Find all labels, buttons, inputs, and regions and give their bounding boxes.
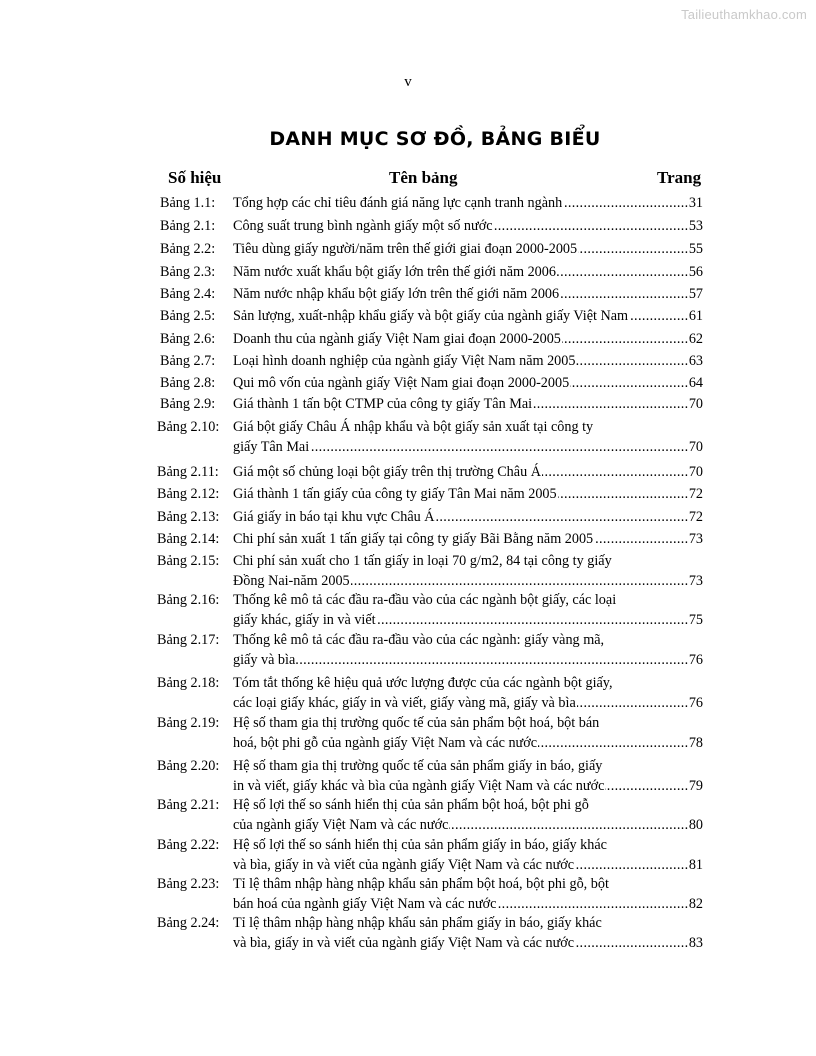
toc-entry-number: Bảng 2.10: bbox=[157, 419, 220, 435]
toc-entry-page: 81 bbox=[688, 857, 703, 873]
toc-entry-page: 61 bbox=[688, 308, 703, 324]
toc-entry-title-line: in và viết, giấy khác và bìa của ngành giấy Việt Nam và các nước bbox=[233, 778, 605, 794]
toc-entry-number: Bảng 2.21: bbox=[157, 797, 220, 813]
toc-entry-title-line: Tổng hợp các chỉ tiêu đánh giá năng lực cạnh tranh ngành bbox=[233, 195, 563, 211]
toc-entry-title bbox=[233, 630, 703, 670]
toc-entry-page: 75 bbox=[688, 612, 703, 628]
toc-entry-title bbox=[233, 306, 703, 326]
toc-entry-title bbox=[233, 529, 703, 549]
toc-entry-title bbox=[233, 874, 703, 914]
toc-entry-title bbox=[233, 673, 703, 713]
toc-entry-page: 70 bbox=[688, 439, 703, 455]
page-title: DANH MỤC SƠ ĐỒ, BẢNG BIỂU bbox=[269, 128, 601, 150]
toc-entry-number: Bảng 2.9: bbox=[160, 396, 216, 412]
toc-entry-title bbox=[233, 239, 703, 259]
toc-entry-title bbox=[233, 835, 703, 875]
toc-entry-title-line: và bìa, giấy in và viết của ngành giấy Việt Nam và các nước bbox=[233, 935, 575, 951]
toc-entry-title bbox=[233, 913, 703, 953]
toc-entry-title-line: Chi phí sản xuất 1 tấn giấy tại công ty giấy Bãi Bằng năm 2005 bbox=[233, 531, 594, 547]
toc-entry-title bbox=[233, 329, 703, 349]
toc-entry-page: 72 bbox=[688, 486, 703, 502]
toc-entry-title bbox=[233, 394, 703, 414]
toc-entry-title-line: Tóm tắt thống kê hiệu quả ước lượng được của các ngành bột giấy, bbox=[233, 675, 613, 691]
toc-entry-title bbox=[233, 193, 703, 213]
toc-entry-page: 70 bbox=[688, 396, 703, 412]
toc-entry-page: 55 bbox=[688, 241, 703, 257]
toc-entry-page: 72 bbox=[688, 509, 703, 525]
toc-entry-number: Bảng 2.18: bbox=[157, 675, 220, 691]
toc-entry-title-line: Chi phí sản xuất cho 1 tấn giấy in loại 70 g/m2, 84 tại công ty giấy bbox=[233, 553, 612, 569]
toc-entry-title-line: Thống kê mô tả các đầu ra-đầu vào của các ngành: giấy vàng mã, bbox=[233, 632, 605, 648]
toc-entry-title bbox=[233, 551, 703, 591]
toc-entry-title-line: Giá một số chủng loại bột giấy trên thị trường Châu Á bbox=[233, 464, 541, 480]
toc-entry-number: Bảng 2.16: bbox=[157, 592, 220, 608]
toc-entry-number: Bảng 2.17: bbox=[157, 632, 220, 648]
toc-entry-page: 78 bbox=[688, 735, 703, 751]
toc-entry-page: 57 bbox=[688, 286, 703, 302]
toc-entry-title-line: Doanh thu của ngành giấy Việt Nam giai đoạn 2000-2005 bbox=[233, 331, 561, 347]
toc-entry-title bbox=[233, 590, 703, 630]
column-header-page: Trang bbox=[657, 168, 702, 187]
toc-entry-page: 79 bbox=[688, 778, 703, 794]
toc-entry-title bbox=[233, 484, 703, 504]
toc-entry-title bbox=[233, 756, 703, 796]
toc-entry-page: 82 bbox=[688, 896, 703, 912]
toc-entry-title bbox=[233, 507, 703, 527]
toc-entry-title-line: Loại hình doanh nghiệp của ngành giấy Việt Nam năm 2005 bbox=[233, 353, 576, 369]
toc-entry-number: Bảng 2.8: bbox=[160, 375, 216, 391]
toc-entry-page: 83 bbox=[688, 935, 703, 951]
toc-entry-title bbox=[233, 351, 703, 371]
toc-entry-title-line: Thống kê mô tả các đầu ra-đầu vào của các ngành bột giấy, các loại bbox=[233, 592, 617, 608]
toc-entry-number: Bảng 2.22: bbox=[157, 837, 220, 853]
toc-entry-title-line: Tỉ lệ thâm nhập hàng nhập khẩu sản phẩm bột hoá, bột phi gỗ, bột bbox=[233, 876, 609, 892]
page-number: v bbox=[404, 74, 412, 90]
toc-entry-page: 76 bbox=[688, 652, 703, 668]
toc-entry-title bbox=[233, 713, 703, 753]
toc-entry-page: 73 bbox=[688, 573, 703, 589]
toc-entry-title-line: giấy khác, giấy in và viết bbox=[233, 612, 376, 628]
column-header-number: Số hiệu bbox=[168, 168, 222, 187]
toc-entry-title bbox=[233, 284, 703, 304]
toc-entry-title-line: của ngành giấy Việt Nam và các nước bbox=[233, 817, 449, 833]
toc-entry-page: 80 bbox=[688, 817, 703, 833]
toc-entry-page: 53 bbox=[688, 218, 703, 234]
toc-entry-number: Bảng 2.14: bbox=[157, 531, 220, 547]
toc-entry-title-line: Hệ số lợi thế so sánh hiển thị của sản phẩm bột hoá, bột phi gỗ bbox=[233, 797, 589, 813]
toc-entry-page: 64 bbox=[688, 375, 703, 391]
toc-entry-title-line: bán hoá của ngành giấy Việt Nam và các nước bbox=[233, 896, 497, 912]
toc-entry-title-line: Giá bột giấy Châu Á nhập khẩu và bột giấy sản xuất tại công ty bbox=[233, 419, 594, 435]
toc-entry-title bbox=[233, 795, 703, 835]
toc-entry-title-line: Đồng Nai-năm 2005 bbox=[233, 573, 350, 589]
toc-entry-page: 31 bbox=[688, 195, 703, 211]
toc-entry-page: 73 bbox=[688, 531, 703, 547]
toc-entry-title bbox=[233, 462, 703, 482]
toc-entry-number: Bảng 2.19: bbox=[157, 715, 220, 731]
toc-entry-title bbox=[233, 216, 703, 236]
toc-entry-title-line: Qui mô vốn của ngành giấy Việt Nam giai đoạn 2000-2005 bbox=[233, 375, 570, 391]
toc-entry-title bbox=[233, 262, 703, 282]
column-header-name: Tên bảng bbox=[389, 168, 458, 187]
toc-entry-page: 56 bbox=[688, 264, 703, 280]
toc-entry-number: Bảng 2.20: bbox=[157, 758, 220, 774]
toc-entry-title-line: Năm nước nhập khẩu bột giấy lớn trên thế giới năm 2006 bbox=[233, 286, 560, 302]
toc-entry-number: Bảng 2.15: bbox=[157, 553, 220, 569]
toc-entry-title-line: hoá, bột phi gỗ của ngành giấy Việt Nam và các nước bbox=[233, 735, 538, 751]
toc-entry-page: 70 bbox=[688, 464, 703, 480]
toc-entry-title-line: giấy Tân Mai bbox=[233, 439, 310, 455]
toc-entry-title-line: các loại giấy khác, giấy in và viết, giấy vàng mã, giấy và bìa bbox=[233, 695, 576, 711]
toc-entry-title-line: Tỉ lệ thâm nhập hàng nhập khẩu sản phẩm giấy in báo, giấy khác bbox=[233, 915, 602, 931]
toc-entry-title-line: Hệ số tham gia thị trường quốc tế của sản phẩm bột hoá, bột bán bbox=[233, 715, 600, 731]
toc-entry-number: Bảng 2.12: bbox=[157, 486, 220, 502]
toc-entry-number: Bảng 2.23: bbox=[157, 876, 220, 892]
toc-entry-number: Bảng 2.5: bbox=[160, 308, 216, 324]
toc-entry-number: Bảng 2.3: bbox=[160, 264, 216, 280]
toc-entry-title bbox=[233, 373, 703, 393]
toc-entry-page: 63 bbox=[688, 353, 703, 369]
toc-entry-number: Bảng 2.24: bbox=[157, 915, 220, 931]
toc-entry-title-line: Năm nước xuất khẩu bột giấy lớn trên thế giới năm 2006 bbox=[233, 264, 556, 280]
toc-entry-number: Bảng 2.6: bbox=[160, 331, 216, 347]
toc-entry-number: Bảng 2.13: bbox=[157, 509, 220, 525]
toc-entry-title-line: và bìa, giấy in và viết của ngành giấy Việt Nam và các nước bbox=[233, 857, 575, 873]
toc-entry-title-line: Giá thành 1 tấn giấy của công ty giấy Tân Mai năm 2005 bbox=[233, 486, 557, 502]
toc-entry-page: 76 bbox=[688, 695, 703, 711]
toc-entry-number: Bảng 1.1: bbox=[160, 195, 216, 211]
toc-entry-title bbox=[233, 417, 703, 457]
toc-entry-number: Bảng 2.1: bbox=[160, 218, 216, 234]
toc-entry-title-line: Công suất trung bình ngành giấy một số nước bbox=[233, 218, 493, 234]
toc-entry-title-line: Tiêu dùng giấy người/năm trên thế giới giai đoạn 2000-2005 bbox=[233, 241, 578, 257]
toc-entry-number: Bảng 2.2: bbox=[160, 241, 216, 257]
toc-entry-page: 62 bbox=[688, 331, 703, 347]
toc-entry-title-line: giấy và bìa bbox=[233, 652, 296, 668]
toc-entry-title-line: Sản lượng, xuất-nhập khẩu giấy và bột giấy của ngành giấy Việt Nam bbox=[233, 308, 629, 324]
toc-entry-title-line: Giá giấy in báo tại khu vực Châu Á bbox=[233, 509, 435, 525]
watermark: Tailieuthamkhao.com bbox=[681, 7, 807, 22]
toc-entry-number: Bảng 2.4: bbox=[160, 286, 216, 302]
toc-entry-title-line: Giá thành 1 tấn bột CTMP của công ty giấy Tân Mai bbox=[233, 396, 533, 412]
toc-entry-title-line: Hệ số tham gia thị trường quốc tế của sản phẩm giấy in báo, giấy bbox=[233, 758, 603, 774]
toc-entry-number: Bảng 2.7: bbox=[160, 353, 216, 369]
toc-entry-title-line: Hệ số lợi thế so sánh hiển thị của sản phẩm giấy in báo, giấy khác bbox=[233, 837, 607, 853]
toc-entry-number: Bảng 2.11: bbox=[157, 464, 219, 480]
